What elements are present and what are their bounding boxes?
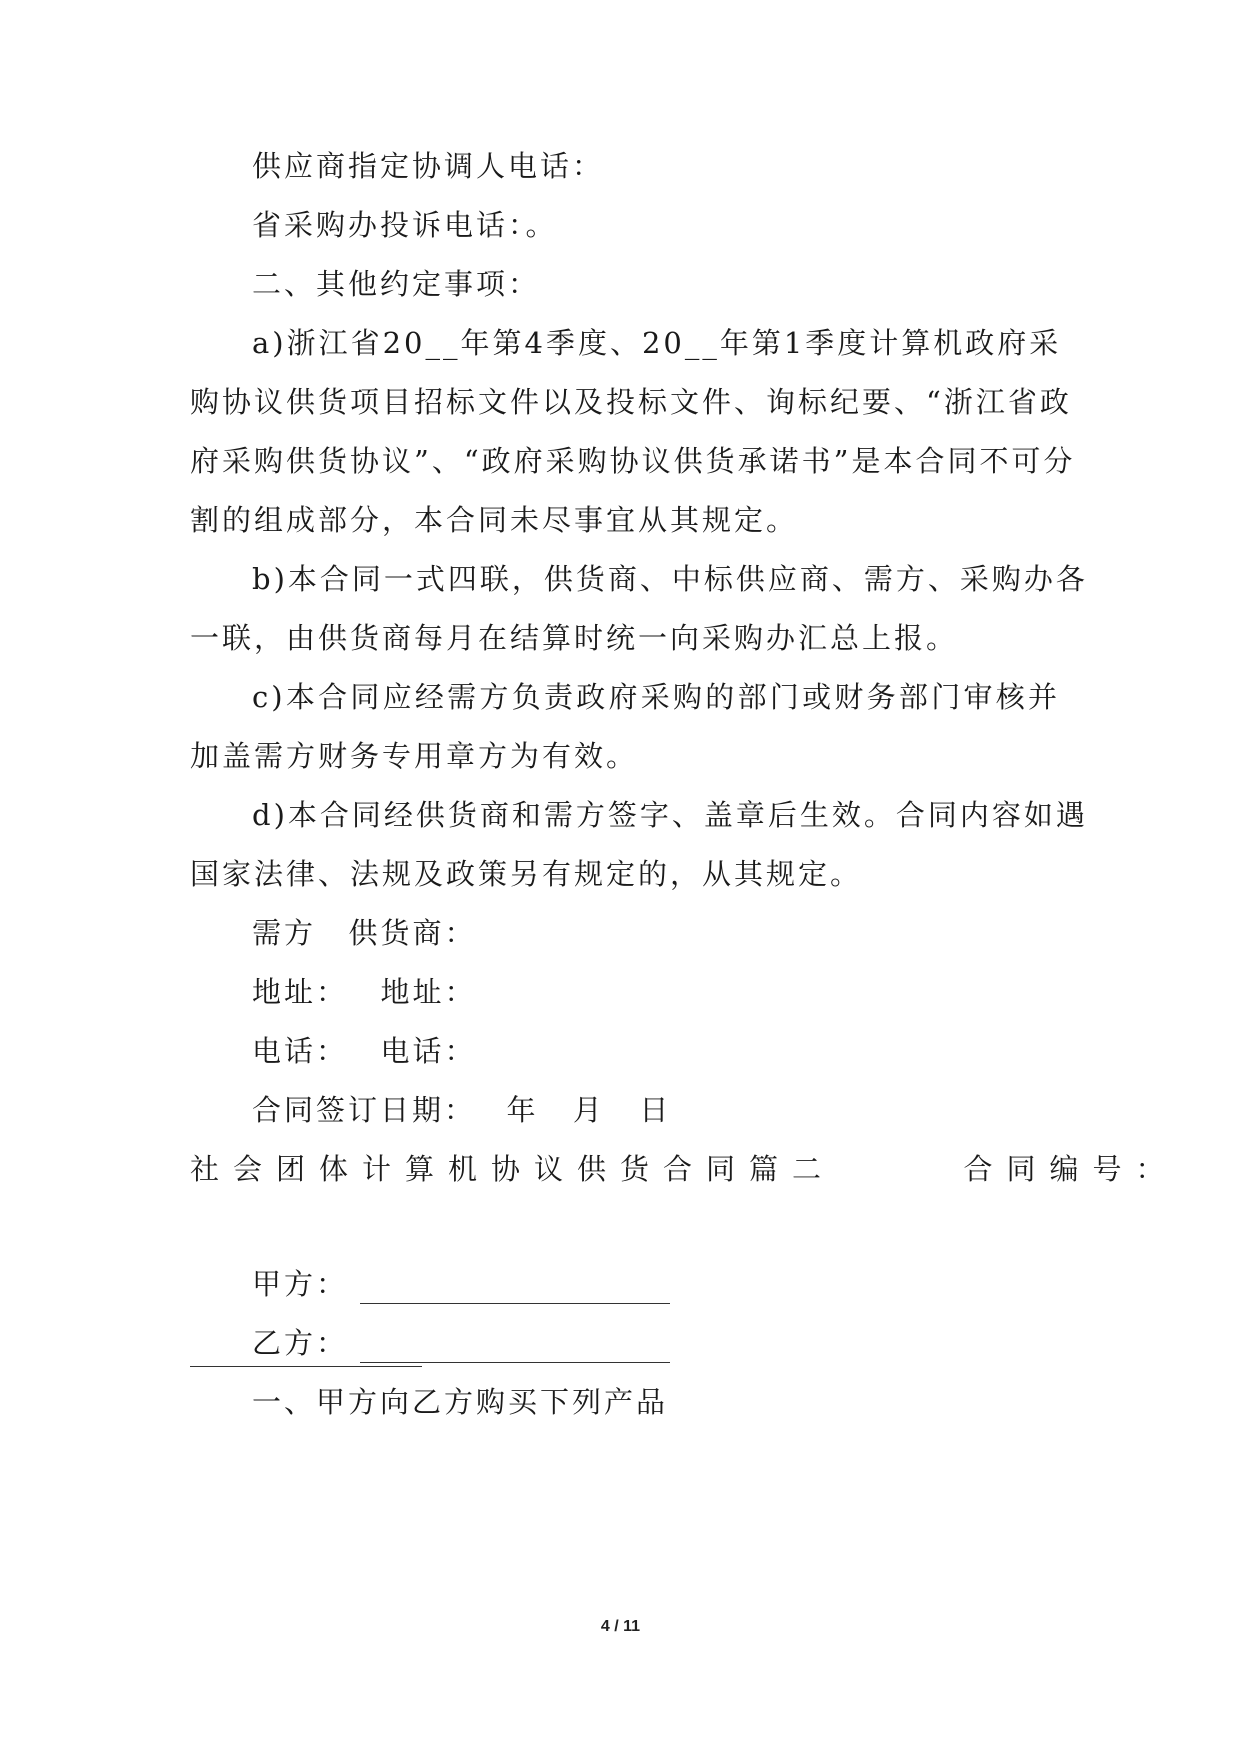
buyer-label: 需方 — [252, 916, 317, 950]
paragraph-line: d)本合同经供货商和需方签字、盖章后生效。合同内容如遇 — [252, 798, 1088, 832]
paragraph-line: 国家法律、法规及政策另有规定的，从其规定。 — [190, 857, 863, 891]
paragraph-line: 加盖需方财务专用章方为有效。 — [190, 739, 639, 773]
section-heading: 一、甲方向乙方购买下列产品 — [252, 1385, 669, 1419]
buyer-phone-label: 电话： — [252, 1034, 349, 1068]
contract-title: 社会团体计算机协议供货合同篇二 — [190, 1152, 836, 1186]
contract-number-label: 合同编号： — [963, 1152, 1179, 1186]
party-a-label: 甲方： — [252, 1267, 349, 1301]
supplier-label: 供货商： — [348, 916, 477, 950]
party-a-line — [252, 1264, 1060, 1304]
paragraph-line: 购协议供货项目招标文件以及投标文件、询标纪要、“浙江省政 — [190, 385, 1072, 419]
sign-date-line — [252, 1090, 1060, 1130]
year-label: 年 — [506, 1093, 539, 1127]
paragraph-line: 一联，由供货商每月在结算时统一向采购办汇总上报。 — [190, 621, 959, 655]
paragraph-line: 省采购办投诉电话：。 — [252, 208, 558, 242]
contract-title-line — [190, 1149, 1179, 1189]
supplier-address-label: 地址： — [380, 975, 477, 1009]
section-heading: 二、其他约定事项： — [252, 267, 541, 301]
page-indicator: 4 / 11 — [600, 1618, 641, 1635]
buyer-address-label: 地址： — [252, 975, 349, 1009]
month-label: 月 — [572, 1093, 605, 1127]
party-b-blank — [360, 1332, 670, 1363]
address-line — [252, 972, 1060, 1012]
paragraph-line: b)本合同一式四联，供货商、中标供应商、需方、采购办各 — [252, 562, 1088, 596]
paragraph-line: 割的组成部分，本合同未尽事宜从其规定。 — [190, 503, 799, 537]
day-label: 日 — [639, 1093, 672, 1127]
paragraph-line: c)本合同应经需方负责政府采购的部门或财务部门审核并 — [252, 680, 1060, 714]
supplier-phone-label: 电话： — [380, 1034, 477, 1068]
party-b-label: 乙方： — [252, 1326, 349, 1360]
paragraph-line: 府采购供货协议”、“政府采购协议供货承诺书”是本合同不可分 — [190, 444, 1076, 478]
paragraph-line: a)浙江省20__年第4季度、20__年第1季度计算机政府采 — [252, 326, 1062, 360]
contract-number-blank — [190, 1366, 422, 1367]
phone-line — [252, 1031, 1060, 1071]
party-b-line — [252, 1323, 1060, 1363]
signature-line — [252, 913, 1060, 953]
sign-date-label: 合同签订日期： — [252, 1093, 477, 1127]
party-a-blank — [360, 1273, 670, 1304]
paragraph-line: 供应商指定协调人电话： — [252, 149, 605, 183]
